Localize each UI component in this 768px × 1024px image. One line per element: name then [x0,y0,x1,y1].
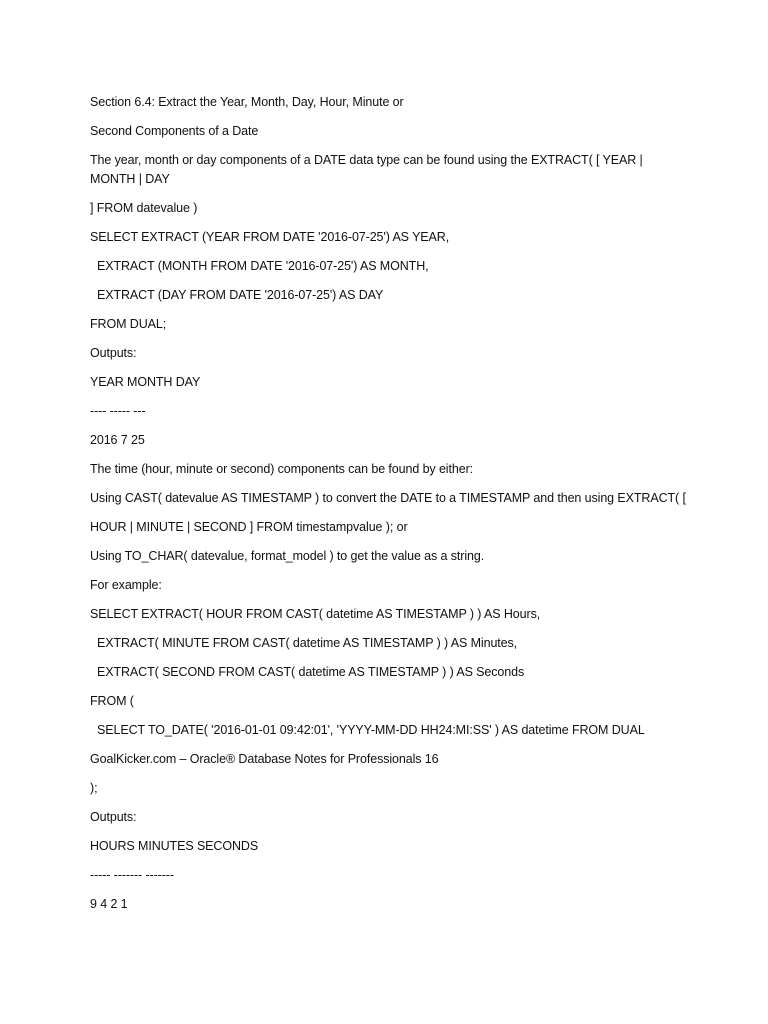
outputs-label: Outputs: [90,346,137,360]
code-line: ); [90,781,98,795]
code-line: SELECT EXTRACT (YEAR FROM DATE '2016-07-25') AS YEAR, [90,230,450,244]
section-heading: Section 6.4: Extract the Year, Month, Day, Hour, Minute or [90,95,404,109]
code-line: EXTRACT (DAY FROM DATE '2016-07-25') AS DAY [97,288,384,302]
paragraph-line: The time (hour, minute or second) components can be found by either: [90,462,474,476]
output-header: HOURS MINUTES SECONDS [90,839,259,853]
output-separator: ----- ------- ------- [90,868,174,882]
page-footer: GoalKicker.com – Oracle® Database Notes for Professionals 16 [90,752,439,766]
output-row: 2016 7 25 [90,433,145,447]
output-row: 9 4 2 1 [90,897,128,911]
paragraph-line: The year, month or day components of a DATE data type can be found using the EXTRACT( [ YEAR | [90,153,643,167]
paragraph-line: ] FROM datevalue ) [90,201,198,215]
code-line: SELECT TO_DATE( '2016-01-01 09:42:01', 'YYYY-MM-DD HH24:MI:SS' ) AS datetime FROM DUAL [97,723,645,737]
code-line: FROM ( [90,694,134,708]
section-heading-continued: Second Components of a Date [90,124,259,138]
code-line: FROM DUAL; [90,317,167,331]
code-line: EXTRACT (MONTH FROM DATE '2016-07-25') AS MONTH, [97,259,429,273]
code-line: EXTRACT( MINUTE FROM CAST( datetime AS TIMESTAMP ) ) AS Minutes, [97,636,518,650]
paragraph-line: HOUR | MINUTE | SECOND ] FROM timestampvalue ); or [90,520,408,534]
code-line: SELECT EXTRACT( HOUR FROM CAST( datetime AS TIMESTAMP ) ) AS Hours, [90,607,541,621]
output-header: YEAR MONTH DAY [90,375,201,389]
paragraph-line: MONTH | DAY [90,172,170,186]
output-separator: ---- ----- --- [90,404,146,418]
outputs-label: Outputs: [90,810,137,824]
paragraph-line: For example: [90,578,162,592]
paragraph-line: Using CAST( datevalue AS TIMESTAMP ) to convert the DATE to a TIMESTAMP and then using EXTRACT( [ [90,491,686,505]
code-line: EXTRACT( SECOND FROM CAST( datetime AS TIMESTAMP ) ) AS Seconds [97,665,525,679]
paragraph-line: Using TO_CHAR( datevalue, format_model ) to get the value as a string. [90,549,485,563]
